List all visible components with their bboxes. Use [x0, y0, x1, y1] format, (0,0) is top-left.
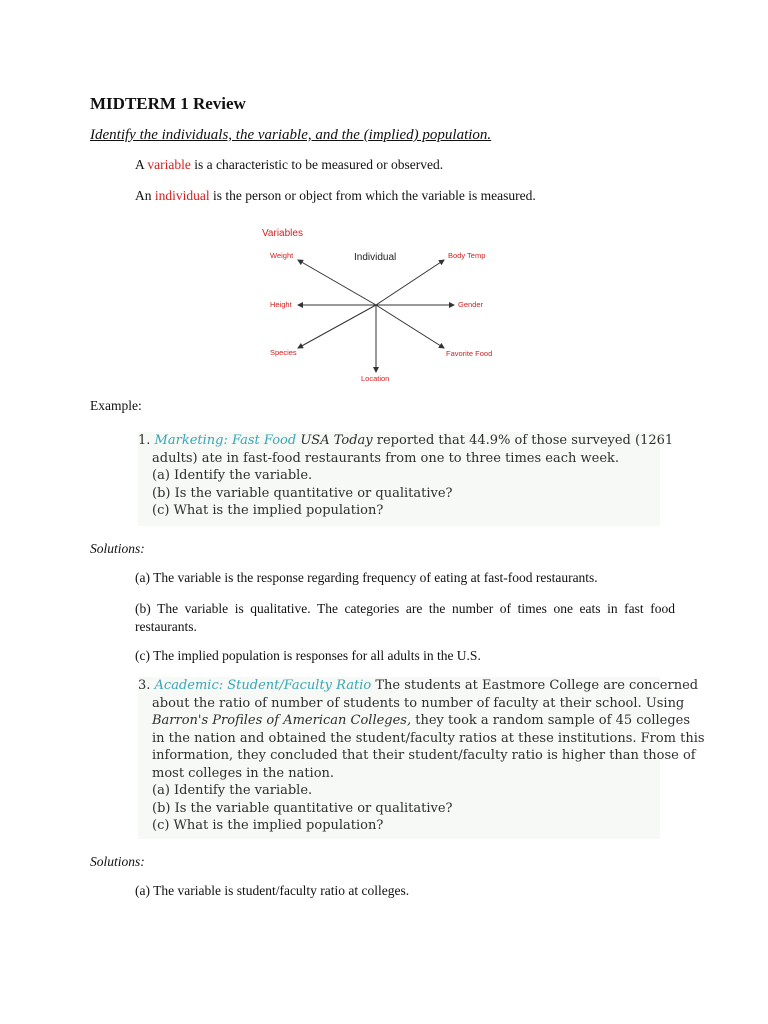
label-favorite-food: Favorite Food [446, 349, 493, 358]
problem-3-excerpt: 3. Academic: Student/Faculty Ratio The students at Eastmore College are concerned about the ratio of number of students to number of faculty at their school. Using Barron's Profiles of American Colleges, they took a random sample of 45 colleges in the nation and obtained the student/faculty ratios at these institutions. From this information, they concluded that their student/faculty ratio is higher than those of most colleges in the nation. (a) Identify the variable. (b) Is the variable quantitative or qualitative? (c) What is the implied population? [138, 677, 660, 839]
individual-term: individual [154, 188, 210, 203]
arrow-favorite-food [376, 305, 444, 348]
page-title: MIDTERM 1 Review [90, 94, 246, 113]
problem-1-topic: Marketing: Fast Food [154, 433, 297, 448]
solution-1a: (a) The variable is the response regarding frequency of eating at fast-food restaurants. [135, 570, 598, 585]
solution-1c: (c) The implied population is responses for all adults in the U.S. [135, 648, 481, 663]
section-subtitle: Identify the individuals, the variable, and the (implied) population. [90, 127, 492, 143]
label-body-temp: Body Temp [448, 251, 486, 260]
label-weight: Weight [270, 251, 294, 260]
solutions-label-2: Solutions: [90, 854, 145, 869]
variable-term: variable [147, 157, 191, 172]
label-gender: Gender [458, 300, 484, 309]
problem-3-topic: Academic: Student/Faculty Ratio [154, 678, 372, 693]
example-label: Example: [90, 398, 142, 413]
label-location: Location [361, 374, 390, 383]
problem-1-excerpt: 1. Marketing: Fast Food USA Today reported that 44.9% of those surveyed (1261 adults) ate in fast-food restaurants from one to three times each week. (a) Identify the variable. (b) Is the variable quantitative or qualitative? (c) What is the implied population? [138, 432, 660, 526]
variables-diagram [258, 222, 508, 387]
individual-definition: An individual is the person or object from which the variable is measured. [135, 188, 536, 203]
label-height: Height [270, 300, 292, 309]
diagram-heading: Variables [262, 228, 303, 239]
solutions-label-1: Solutions: [90, 541, 145, 556]
solution-1b: (b) The variable is qualitative. The categories are the number of times one eats in fast food restaurants. [135, 601, 675, 634]
arrow-species [298, 305, 376, 348]
diagram-center-label: Individual [354, 252, 397, 263]
label-species: Species [270, 348, 297, 357]
arrow-body-temp [376, 260, 444, 305]
arrow-weight [298, 260, 376, 305]
solution-3a: (a) The variable is student/faculty ratio at colleges. [135, 883, 410, 898]
variable-definition: A variable is a characteristic to be measured or observed. [135, 157, 444, 172]
